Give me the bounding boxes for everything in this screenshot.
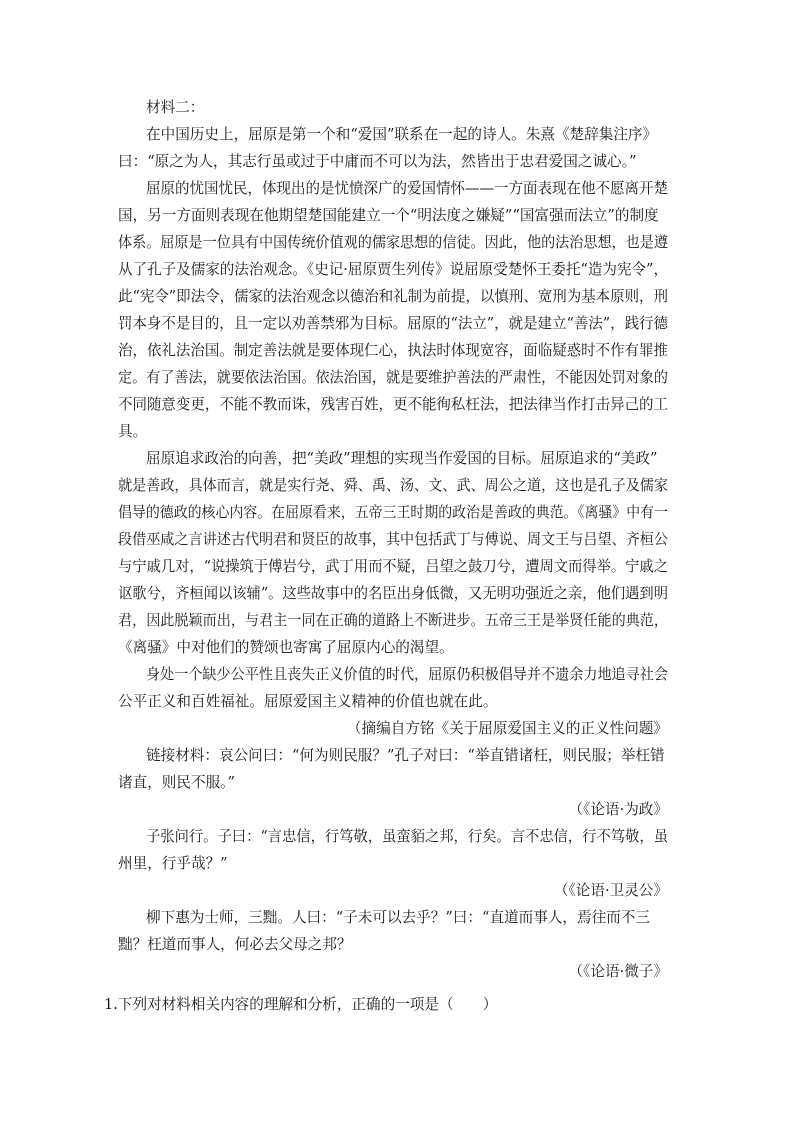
source-note: （摘编自方铭《关于屈原爱国主义的正义性问题》	[346, 720, 668, 737]
text-line: 屈原的忧国忧民，体现出的是忧愤深广的爱国情怀——一方面表现在他不愿离开楚	[146, 180, 668, 197]
citation: （《论语·卫灵公》	[553, 882, 668, 899]
text-line: 身处一个缺少公平性且丧失正义价值的时代，屈原仍积极倡导并不遗余力地追寻社会	[146, 666, 668, 683]
link-material-2	[118, 823, 668, 904]
text-line: 具。	[118, 423, 148, 440]
citation: （《论语·微子》	[568, 963, 668, 980]
question-1: 1.下列对材料相关内容的理解和分析，正确的一项是（ ）	[104, 996, 498, 1013]
material-heading: 材料二：	[146, 99, 205, 116]
text-line: 不同随意变更，不能不教而诛，残害百姓，更不能徇私枉法，把法律当作打击异己的工	[118, 396, 668, 413]
text-line: 倡导的德政的核心内容。在屈原看来，五帝三王时期的政治是善政的典范。《离骚》中有一	[118, 504, 668, 521]
text-line: 屈原追求政治的向善，把“美政”理想的实现当作爱国的目标。屈原追求的“美政”	[146, 450, 658, 467]
text-line: 就是善政，具体而言，就是实行尧、舜、禹、汤、文、武、周公之道，这也是孔子及儒家	[118, 477, 668, 494]
text-line: 州里，行乎哉？”	[118, 855, 228, 872]
text-line: 国，另一方面则表现在他期望楚国能建立一个“明法度之嫌疑”“国富强而法立”的制度	[118, 207, 659, 224]
text-line: 段借巫咸之言讲述古代明君和贤臣的故事，其中包括武丁与傅说、周文王与吕望、齐桓公	[118, 531, 668, 548]
text-line: 曰：“原之为人，其志行虽或过于中庸而不可以为法，然皆出于忠君爱国之诚心。”	[118, 153, 637, 170]
text-line: 罚本身不是目的，且一定以劝善禁邪为目标。屈原的“法立”，就是建立“善法”，践行德	[118, 315, 668, 332]
paragraph-1	[118, 121, 668, 175]
text-line: 黜？枉道而事人，何必去父母之邦？	[118, 936, 352, 953]
paragraph-4	[118, 661, 668, 715]
text-line: 此“宪令”即法令，儒家的法治观念以德治和礼制为前提，以慎刑、宽刑为基本原则，刑	[118, 288, 668, 305]
text-line: 在中国历史上，屈原是第一个和“爱国”联系在一起的诗人。朱熹《楚辞集注序》	[146, 126, 658, 143]
text-line: 君，因此脱颖而出，与君主一同在正确的道路上不断进步。五帝三王是举贤任能的典范，	[118, 612, 668, 629]
text-line: 柳下惠为士师，三黜。人曰：“子未可以去乎？”曰：“直道而事人，焉往而不三	[146, 909, 650, 926]
text-line: 链接材料：哀公问曰：“何为则民服？”孔子对曰：“举直错诸枉，则民服；举枉错	[146, 747, 665, 764]
paragraph-2	[118, 175, 668, 445]
document-body	[118, 94, 668, 985]
text-line: 与宁戚几对，“说操筑于傅岩兮，武丁用而不疑，吕望之鼓刀兮，遭周文而得举。宁戚之	[118, 558, 668, 575]
text-line: 从了孔子及儒家的法治观念。《史记·屈原贾生列传》说屈原受楚怀王委托“造为宪令”，	[118, 261, 668, 278]
citation: （《论语·为政》	[568, 801, 668, 818]
text-line: 《离骚》中对他们的赞颂也寄寓了屈原内心的渴望。	[118, 639, 454, 656]
text-line: 治，依礼法治国。制定善法就是要体现仁心，执法时体现宽容，面临疑惑时不作有罪推	[118, 342, 668, 359]
text-line: 子张问行。子曰：“言忠信，行笃敬，虽蛮貊之邦，行矣。言不忠信，行不笃敬，虽	[146, 828, 668, 845]
text-line: 公平正义和百姓福祉。屈原爱国主义精神的价值也就在此。	[118, 693, 498, 710]
text-line: 诸直，则民不服。”	[118, 774, 235, 791]
text-line: 讴歌兮，齐桓闻以该辅”。这些故事中的名臣出身低微，又无明功强近之亲，他们遇到明	[118, 585, 668, 602]
text-line: 定。有了善法，就要依法治国。依法治国，就是要维护善法的严肃性，不能因处罚对象的	[118, 369, 668, 386]
text-line: 体系。屈原是一位具有中国传统价值观的儒家思想的信徒。因此，他的法治思想，也是遵	[118, 234, 668, 251]
link-material-3	[118, 904, 668, 985]
link-material-1	[118, 742, 668, 823]
paragraph-3	[118, 445, 668, 661]
